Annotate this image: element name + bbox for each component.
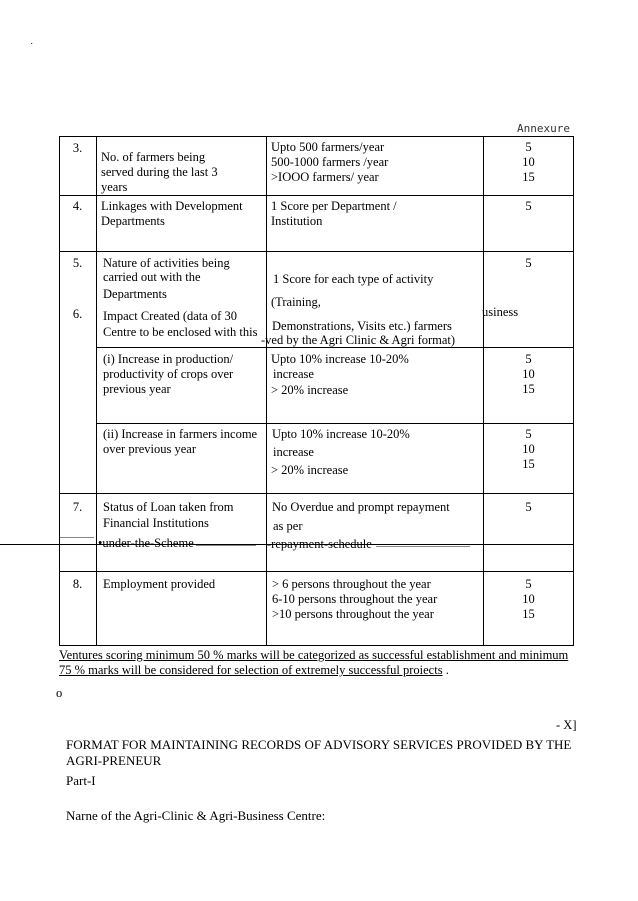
- scan-artifact: [196, 545, 256, 546]
- criteria-cell: > 6 persons throughout the year: [272, 577, 431, 591]
- parameter-cell: (ii) Increase in farmers income: [103, 427, 258, 441]
- overlap-text: usiness: [482, 305, 519, 319]
- marks-cell: 5: [525, 427, 532, 441]
- parameter-cell: Impact Created (data of 30: [103, 309, 237, 323]
- parameter-cell: Centre to be enclosed with this: [103, 325, 258, 339]
- criteria-cell: Upto 10% increase 10-20%: [271, 352, 409, 366]
- row-divider: [59, 251, 574, 252]
- criteria-cell: 6-10 persons throughout the year: [272, 592, 438, 606]
- scoring-note-text: 75 % marks will be considered for selection of extremely successful proiects: [59, 663, 443, 677]
- row-number: 7.: [72, 500, 83, 514]
- marks-cell: 10: [522, 367, 535, 381]
- row-divider: [59, 195, 574, 196]
- format-title: FORMAT FOR MAINTAINING RECORDS OF ADVISORY SERVICES PROVIDED BY THE: [66, 737, 572, 752]
- criteria-cell: -repayment-schedule: [267, 537, 372, 551]
- column-divider: [96, 136, 97, 646]
- criteria-cell: Institution: [271, 214, 323, 228]
- parameter-cell: carried out with the: [103, 270, 201, 284]
- criteria-cell: 1 Score per Department /: [271, 199, 397, 213]
- parameter-cell: No. of farmers being: [101, 150, 206, 164]
- parameter-cell: •under-the-Scheme: [98, 536, 194, 550]
- criteria-cell: Upto 500 farmers/year: [271, 140, 385, 154]
- parameter-cell: over previous year: [103, 442, 197, 456]
- parameter-cell: Departments: [103, 287, 167, 301]
- scoring-note-tail: .: [445, 663, 449, 677]
- table-border-bottom: [59, 645, 574, 646]
- criteria-cell: >10 persons throughout the year: [272, 607, 434, 621]
- centre-name-label: Narne of the Agri-Clinic & Agri-Business Centre:: [66, 808, 326, 823]
- parameter-cell: Employment provided: [103, 577, 216, 591]
- criteria-cell: >IOOO farmers/ year: [271, 170, 379, 184]
- column-divider: [266, 136, 267, 646]
- part-label: Part-I: [66, 773, 96, 788]
- parameter-cell: Status of Loan taken from: [103, 500, 234, 514]
- marks-cell: 5: [525, 352, 532, 366]
- marks-cell: 10: [522, 442, 535, 456]
- criteria-cell: > 20% increase: [271, 463, 349, 477]
- table-border-top: [59, 136, 574, 137]
- criteria-cell: Demonstrations, Visits etc.) farmers: [272, 319, 452, 333]
- format-title: AGRI-PRENEUR: [66, 753, 162, 768]
- marks-cell: 10: [522, 155, 535, 169]
- marks-cell: 5: [525, 256, 532, 270]
- row-divider: [59, 571, 574, 572]
- row-divider: [59, 493, 574, 494]
- marks-cell: 5: [525, 500, 532, 514]
- parameter-cell: (i) Increase in production/: [103, 352, 234, 366]
- row-number: 4.: [72, 199, 83, 213]
- criteria-cell: > 20% increase: [271, 383, 349, 397]
- row-number: 8.: [72, 577, 83, 591]
- criteria-cell: increase: [273, 445, 314, 459]
- row-number: 5.: [72, 256, 83, 270]
- parameter-cell: years: [101, 180, 128, 194]
- criteria-cell: 1 Score for each type of activity: [273, 272, 434, 286]
- row-number: 6.: [72, 307, 83, 321]
- scoring-note: Ventures scoring minimum 50 % marks will be categorized as successful establishment and minimum: [59, 648, 569, 662]
- criteria-cell: -ved by the Agri Clinic & Agri format): [261, 333, 456, 347]
- table-border-right: [573, 136, 574, 646]
- scan-artifact: [376, 546, 470, 547]
- stray-mark: ˙: [30, 42, 34, 53]
- row-divider: [96, 423, 574, 424]
- marks-cell: 10: [522, 592, 535, 606]
- criteria-cell: (Training,: [271, 295, 321, 309]
- criteria-cell: 500-1000 farmers /year: [271, 155, 389, 169]
- marks-cell: 15: [522, 382, 535, 396]
- parameter-cell: Financial Institutions: [103, 516, 209, 530]
- marks-cell: 15: [522, 170, 535, 184]
- row-number: 3.: [72, 141, 83, 155]
- parameter-cell: Linkages with Development: [101, 199, 243, 213]
- criteria-cell: increase: [273, 367, 314, 381]
- stray-letter: o: [56, 686, 63, 700]
- criteria-cell: as per: [273, 519, 303, 533]
- parameter-cell: previous year: [103, 382, 171, 396]
- criteria-cell: No Overdue and prompt repayment: [272, 500, 450, 514]
- marks-cell: 5: [525, 140, 532, 154]
- parameter-cell: Departments: [101, 214, 165, 228]
- marks-cell: 15: [522, 457, 535, 471]
- parameter-cell: served during the last 3: [101, 165, 218, 179]
- annexure-label: Annexure: [517, 122, 570, 135]
- marks-cell: 15: [522, 607, 535, 621]
- marks-cell: 5: [525, 199, 532, 213]
- parameter-cell: Nature of activities being: [103, 256, 230, 270]
- criteria-cell: Upto 10% increase 10-20%: [272, 427, 410, 441]
- marks-cell: 5: [525, 577, 532, 591]
- parameter-cell: productivity of crops over: [103, 367, 234, 381]
- page-mark: - X]: [556, 718, 577, 732]
- scoring-note: [59, 663, 449, 678]
- scan-artifact: [60, 537, 94, 538]
